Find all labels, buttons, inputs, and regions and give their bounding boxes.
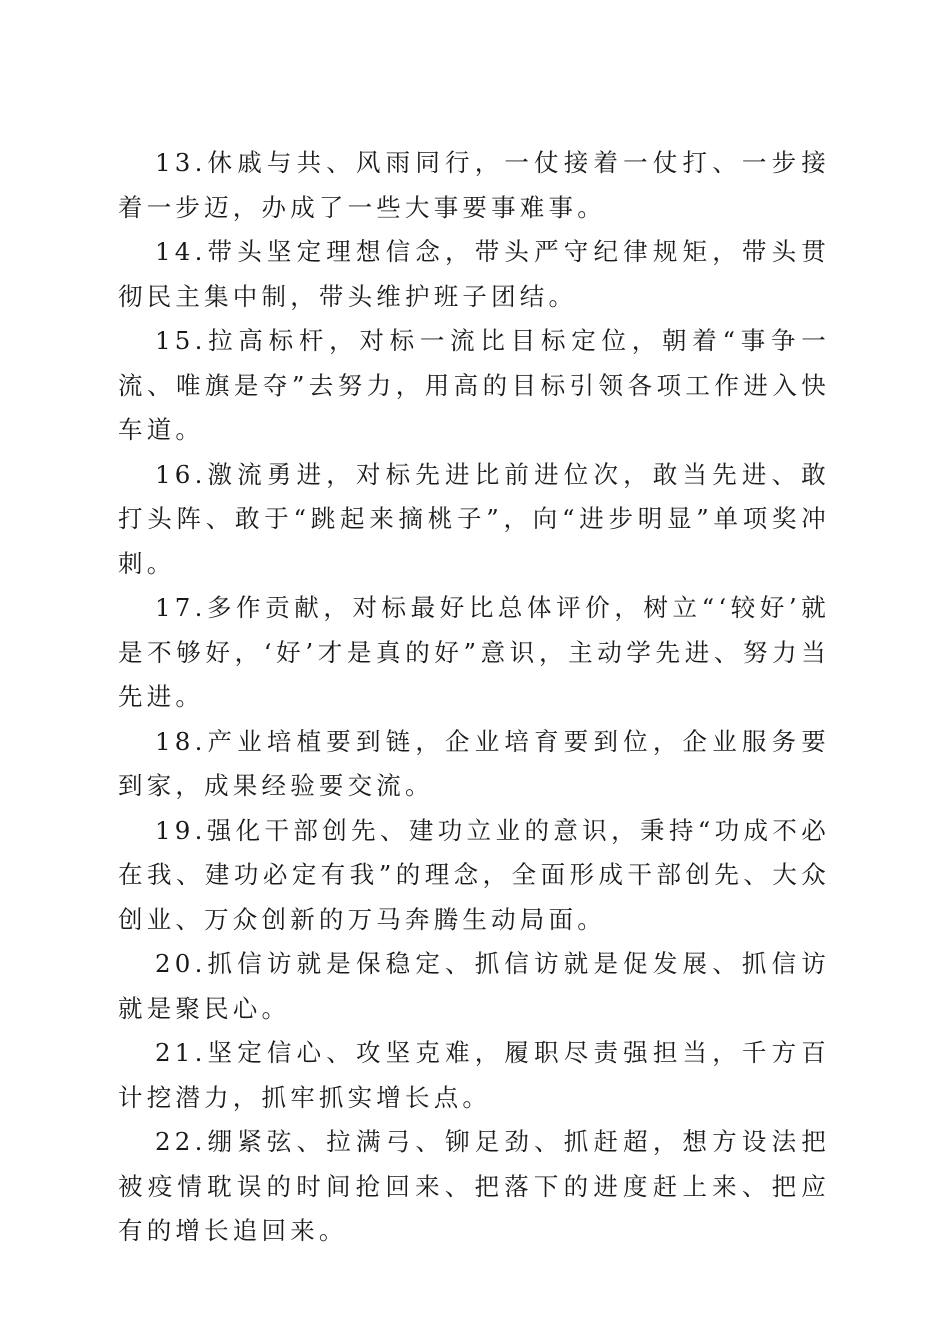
paragraph-20: 20.抓信访就是保稳定、抓信访就是促发展、抓信访就是聚民心。 (118, 949, 830, 1023)
paragraph-13: 13.休戚与共、风雨同行，一仗接着一仗打、一步接着一步迈，办成了一些大事要事难事。 (118, 148, 830, 222)
paragraph-17: 17.多作贡献，对标最好比总体评价，树立“‘较好’就是不够好，‘好’才是真的好”意识，主动学先进、努力当先进。 (118, 593, 830, 711)
paragraph-22: 22.绷紧弦、拉满弓、铆足劲、抓赶超，想方设法把被疫情耽误的时间抢回来、把落下的进度赶上来、把应有的增长追回来。 (118, 1127, 830, 1245)
paragraph-19: 19.强化干部创先、建功立业的意识，秉持“功成不必在我、建功必定有我”的理念，全面形成干部创先、大众创业、万众创新的万马奔腾生动局面。 (118, 815, 830, 934)
paragraph-21: 21.坚定信心、攻坚克难，履职尽责强担当，千方百计挖潜力，抓牢抓实增长点。 (118, 1038, 830, 1112)
paragraph-18: 18.产业培植要到链，企业培育要到位，企业服务要到家，成果经验要交流。 (118, 726, 830, 800)
paragraph-15: 15.拉高标杆，对标一流比目标定位，朝着“事争一流、唯旗是夺”去努力，用高的目标引领各项工作进入快车道。 (118, 326, 830, 444)
paragraph-14: 14.带头坚定理想信念，带头严守纪律规矩，带头贯彻民主集中制，带头维护班子团结。 (118, 237, 830, 311)
document-body (118, 141, 830, 1254)
paragraph-16: 16.激流勇进，对标先进比前进位次，敢当先进、敢打头阵、敢于“跳起来摘桃子”，向“进步明显”单项奖冲刺。 (118, 459, 830, 578)
